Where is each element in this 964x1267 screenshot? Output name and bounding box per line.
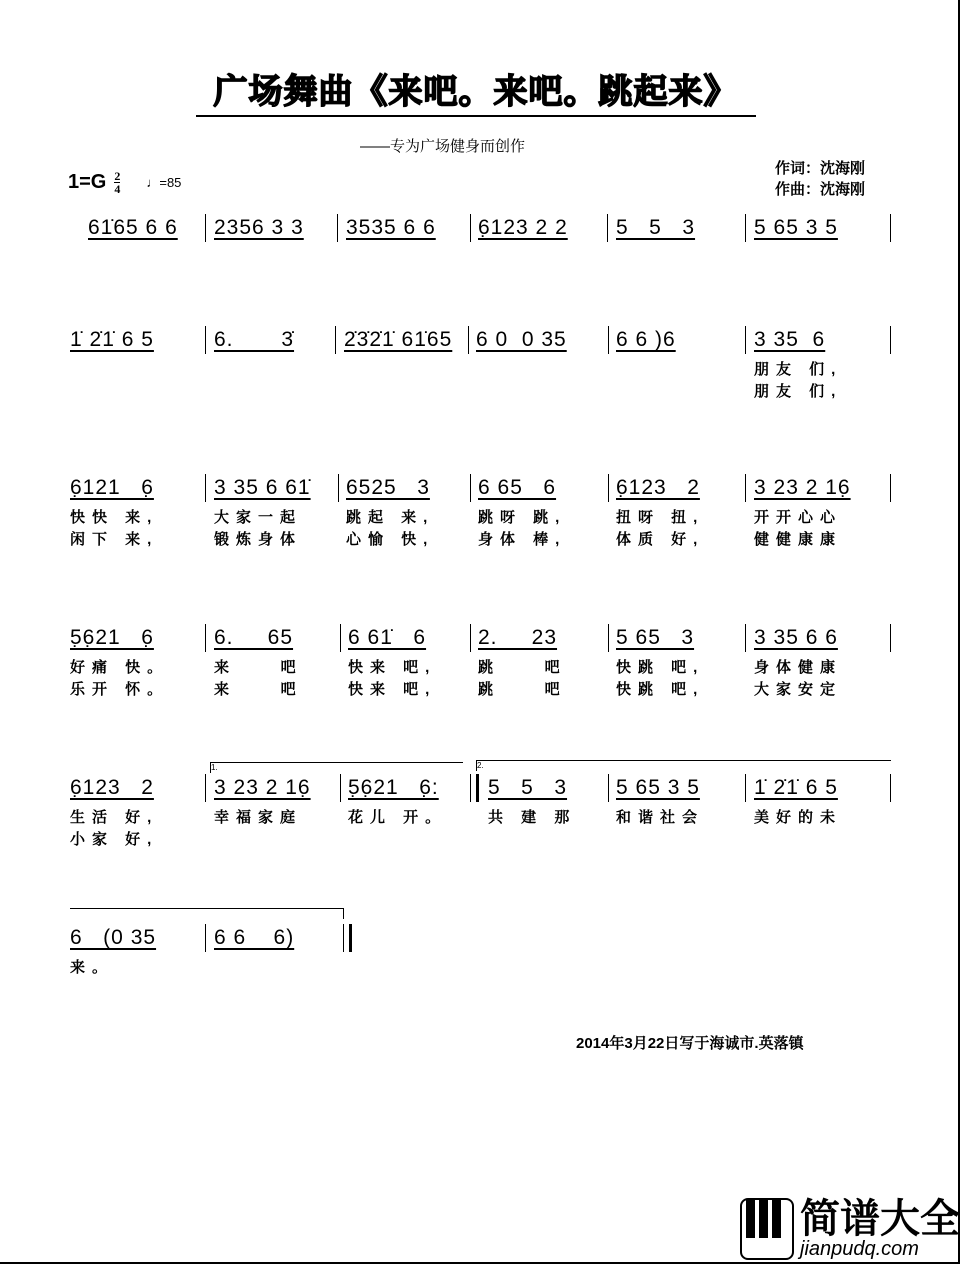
volta-2	[476, 760, 891, 771]
barline	[890, 474, 891, 502]
barline	[205, 474, 206, 502]
lyric-verse-1: 快跳 吧,	[616, 659, 705, 676]
measure-notes: 6 0 0 35	[476, 328, 567, 351]
measure-notes: 5̣6̣21 6̣	[70, 626, 154, 649]
barline	[890, 624, 891, 652]
measure-notes: 2356 3 3	[214, 216, 304, 239]
barline	[745, 326, 746, 354]
lyric-verse-1: 共 建 那	[488, 809, 577, 826]
measure-notes: 5 5 3	[616, 216, 696, 239]
volta-2-label: 2.	[477, 761, 484, 770]
lyric-verse-1: 跳呀 跳,	[478, 509, 567, 526]
measure-notes: 3 35 6 6	[754, 626, 838, 649]
lyric-verse-2: 心愉 快,	[346, 531, 435, 548]
lyric-verse-1: 大家一起	[214, 509, 303, 526]
key-signature	[68, 170, 181, 195]
volta-1	[210, 762, 463, 773]
measure-notes: 6 (0 35	[70, 926, 157, 949]
measure-notes: 5 5 3	[488, 776, 568, 799]
measure-notes: 1̇ 2̇1̇ 6 5	[70, 328, 154, 351]
barline	[205, 774, 206, 802]
measure-notes: 6 6 6)	[214, 926, 295, 949]
score-row	[0, 926, 964, 1006]
barline	[607, 214, 608, 242]
barline	[337, 214, 338, 242]
measure-notes: 2̇3̇2̇1̇ 61̇65	[344, 328, 453, 351]
lyric-verse-1: 生活 好,	[70, 809, 159, 826]
volta-1-label: 1.	[211, 763, 218, 772]
lyric-verse-2: 乐开 怀。	[70, 681, 170, 698]
lyric-verse-1: 快来 吧,	[348, 659, 437, 676]
measure-notes: 6̣123 2	[616, 476, 700, 499]
lyric-verse-1: 美好的未	[754, 809, 843, 826]
barline	[338, 474, 339, 502]
final-barline	[343, 924, 352, 952]
barline	[335, 326, 336, 354]
lyric-verse-1: 幸福家庭	[214, 809, 303, 826]
measure-notes: 5 65 3	[616, 626, 695, 649]
lyricist: 作词：沈海刚	[775, 160, 866, 177]
barline	[470, 774, 479, 802]
measure-notes: 6 61̇ 6	[348, 626, 427, 649]
measure-notes: 2. 23	[478, 626, 558, 649]
measure-notes: 3 35 6 61̇	[214, 476, 311, 499]
score-row	[0, 216, 964, 296]
measure-notes: 6525 3	[346, 476, 430, 499]
barline	[340, 774, 341, 802]
lyric-verse-1: 跳起 来,	[346, 509, 435, 526]
barline	[745, 624, 746, 652]
lyric-verse-1: 和谐社会	[616, 809, 705, 826]
barline	[468, 326, 469, 354]
lyric-verse-2: 健健康康	[754, 531, 843, 548]
song-title: 广场舞曲《来吧。来吧。跳起来》	[196, 64, 756, 117]
measure-notes: 6̣123 2	[70, 776, 154, 799]
lyric-verse-1: 快快 来,	[70, 509, 159, 526]
time-signature	[114, 170, 120, 195]
barline	[470, 624, 471, 652]
lyric-verse-1: 跳 吧	[478, 659, 567, 676]
barline	[205, 924, 206, 952]
lyric-verse-2: 体质 好,	[616, 531, 705, 548]
measure-notes: 5 65 3 5	[754, 216, 838, 239]
volta-2-continued	[70, 908, 344, 919]
piano-keys-icon	[740, 1198, 794, 1260]
lyric-verse-2: 小家 好,	[70, 831, 159, 848]
tempo: ♩=85	[146, 175, 182, 190]
measure-notes: 6. 3̇	[214, 328, 295, 351]
tonic: 1=G	[68, 171, 107, 193]
barline	[608, 624, 609, 652]
score-row	[0, 476, 964, 556]
barline	[890, 774, 891, 802]
lyric-verse-2: 大家安定	[754, 681, 843, 698]
barline	[745, 774, 746, 802]
lyric-verse-1: 开开心心	[754, 509, 843, 526]
credits	[775, 158, 865, 200]
measure-notes: 6. 65	[214, 626, 294, 649]
barline	[890, 326, 891, 354]
barline	[470, 474, 471, 502]
subtitle: ——专为广场健身而创作	[360, 138, 526, 155]
score-row	[0, 328, 964, 408]
measure-notes: 5̣6̣21 6̣:	[348, 776, 439, 799]
lyric-verse-1: 扭呀 扭,	[616, 509, 705, 526]
lyric-verse-1: 朋友 们,	[754, 361, 843, 378]
barline	[745, 474, 746, 502]
measure-notes: 3 35 6	[754, 328, 826, 351]
date-place: 2014年3月22日写于海诚市.英落镇	[576, 1035, 804, 1052]
watermark-logo	[740, 1198, 960, 1260]
lyric-verse-2: 快来 吧,	[348, 681, 437, 698]
measure-notes: 6 6 )6	[616, 328, 676, 351]
lyric-verse-1: 来。	[70, 959, 115, 976]
composer: 作曲：沈海刚	[775, 181, 866, 198]
lyric-verse-2: 锻炼身体	[214, 531, 303, 548]
measure-notes: 3 23 2 16̣	[214, 776, 311, 799]
score-row	[0, 626, 964, 706]
measure-notes: 3 23 2 16̣	[754, 476, 851, 499]
barline	[608, 774, 609, 802]
barline	[470, 214, 471, 242]
lyric-verse-2: 快跳 吧,	[616, 681, 705, 698]
time-top: 2	[114, 169, 121, 183]
score-row	[0, 776, 964, 856]
lyric-verse-1: 好痛 快。	[70, 659, 170, 676]
watermark-cn: 简谱大全	[800, 1197, 960, 1241]
measure-notes: 6 65 6	[478, 476, 557, 499]
barline	[205, 624, 206, 652]
lyric-verse-2: 跳 吧	[478, 681, 567, 698]
barline	[890, 214, 891, 242]
barline	[340, 624, 341, 652]
lyric-verse-1: 来 吧	[214, 659, 303, 676]
measure-notes: 6̣121 6̣	[70, 476, 154, 499]
watermark-en: jianpudq.com	[800, 1238, 919, 1260]
measure-notes: 5 65 3 5	[616, 776, 700, 799]
barline	[608, 474, 609, 502]
measure-notes: 3535 6 6	[346, 216, 436, 239]
time-bottom: 4	[114, 182, 121, 196]
lyric-verse-2: 来 吧	[214, 681, 303, 698]
barline	[608, 326, 609, 354]
lyric-verse-1: 花儿 开。	[348, 809, 448, 826]
barline	[205, 326, 206, 354]
measure-notes: 6̣123 2 2	[478, 216, 568, 239]
lyric-verse-2: 闲下 来,	[70, 531, 159, 548]
lyric-verse-2: 身体 棒,	[478, 531, 567, 548]
lyric-verse-1: 身体健康	[754, 659, 843, 676]
barline	[745, 214, 746, 242]
measure-notes: 1̇ 2̇1̇ 6 5	[754, 776, 838, 799]
measure-notes: 61̇65 6 6	[88, 216, 178, 239]
barline	[205, 214, 206, 242]
lyric-verse-2: 朋友 们,	[754, 383, 843, 400]
